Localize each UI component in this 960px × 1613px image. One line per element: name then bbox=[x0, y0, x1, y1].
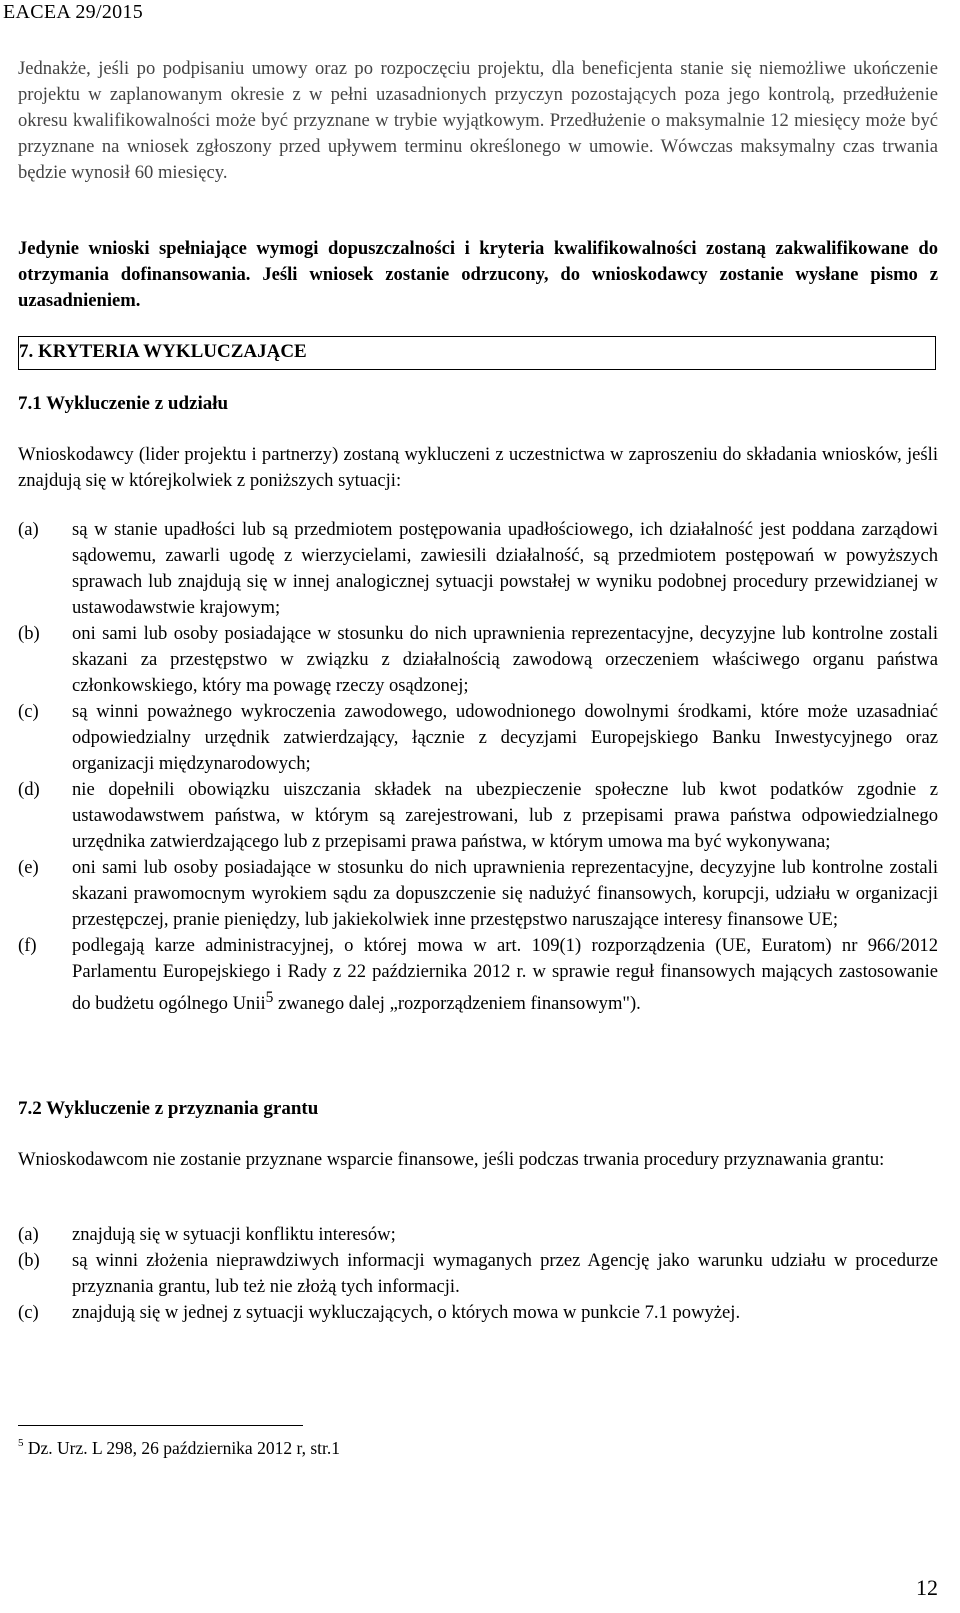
exclusion-list bbox=[18, 517, 938, 1017]
list-item bbox=[18, 1222, 938, 1248]
list-item bbox=[18, 517, 938, 621]
subsection-title-7-1: 7.1 Wykluczenie z udziału bbox=[18, 393, 229, 414]
list-item bbox=[18, 1300, 938, 1326]
list-item bbox=[18, 621, 938, 699]
list-marker: (a) bbox=[18, 519, 39, 540]
list-item bbox=[18, 699, 938, 777]
list-item bbox=[18, 855, 938, 933]
footnote-reference[interactable]: 5 bbox=[265, 989, 274, 1006]
subsection-title-7-2: 7.2 Wykluczenie z przyznania grantu bbox=[18, 1098, 319, 1119]
document-reference: EACEA 29/2015 bbox=[3, 1, 144, 23]
section-title: 7. KRYTERIA WYKLUCZAJĄCE bbox=[19, 341, 307, 362]
intro-paragraph: Jednakże, jeśli po podpisaniu umowy oraz po rozpoczęciu projektu, dla beneficjenta stanie się niemożliwe ukończenie projektu w zaplanowanym okresie z w pełni uzasadnionych przyczyn pozostających poza jego kontrolą, przedłużenie okresu kwalifikowalności może być przyznane w trybie wyjątkowym. Przedłużenie o maksymalnie 12 miesięcy może być przyznane na wniosek zgłoszony przed upływem terminu określonego w umowie. Wówczas maksymalny czas trwania będzie wynosił 60 miesięcy. bbox=[18, 58, 938, 183]
footnote-divider bbox=[18, 1425, 303, 1426]
list-item-text: nie dopełnili obowiązku uiszczania składek na ubezpieczenie społeczne lub kwot podatków zgodnie z ustawodawstwem państwa, w którym są zarejestrowani, lub z przepisami prawa państwa odpowiedzialnego urzędnika zatwierdzającego lub z przepisami prawa państwa, w którym umowa ma być wykonywana; bbox=[72, 779, 938, 852]
list-item-text: są winni poważnego wykroczenia zawodowego, udowodnionego dowolnymi środkami, które może uzasadniać odpowiedzialny urzędnik zatwierdzający, łącznie z decyzjami Europejskiego Banku Inwestycyjnego oraz organizacji międzynarodowych; bbox=[72, 701, 938, 774]
list-item bbox=[18, 933, 938, 1017]
footnote-number: 5 bbox=[18, 1437, 24, 1449]
eligibility-note: Jedynie wnioski spełniające wymogi dopuszczalności i kryteria kwalifikowalności zostaną zakwalifikowane do otrzymania dofinansowania. Jeśli wniosek zostanie odrzucony, do wnioskodawcy zostanie wysłane pismo z uzasadnieniem. bbox=[18, 238, 938, 311]
section-heading-box bbox=[18, 336, 936, 370]
list-item-text: oni sami lub osoby posiadające w stosunku do nich uprawnienia reprezentacyjne, decyzyjne lub kontrolne zostali skazani prawomocnym wyrokiem sądu za dopuszczenie się nadużyć finansowych, korupcji, udziału w organizacji przestępczej, pranie pieniędzy, lub jakiekolwiek inne przestępstwo naruszające interesy finansowe UE; bbox=[72, 857, 938, 930]
list-item-text: oni sami lub osoby posiadające w stosunku do nich uprawnienia reprezentacyjne, decyzyjne lub kontrolne zostali skazani za przestępstwo w związku z działalnością zawodową orzeczeniem właściwego organu państwa członkowskiego, który ma powagę rzeczy osądzonej; bbox=[72, 623, 938, 696]
list-marker: (b) bbox=[18, 623, 40, 644]
list-marker: (c) bbox=[18, 701, 39, 722]
list-item-text-continued: zwanego dalej „rozporządzeniem finansowym"). bbox=[273, 993, 641, 1015]
page-number: 12 bbox=[916, 1575, 938, 1600]
list-marker: (c) bbox=[18, 1302, 39, 1323]
list-marker: (b) bbox=[18, 1250, 40, 1271]
subsection-7-2-intro: Wnioskodawcom nie zostanie przyznane wsparcie finansowe, jeśli podczas trwania procedury przyznawania grantu: bbox=[18, 1149, 885, 1170]
list-item-text: znajdują się w sytuacji konfliktu interesów; bbox=[72, 1224, 396, 1245]
list-marker: (e) bbox=[18, 857, 39, 878]
list-marker: (d) bbox=[18, 779, 40, 800]
list-item-text: są w stanie upadłości lub są przedmiotem postępowania upadłościowego, ich działalność jest poddana zarządowi sądowemu, zawarli ugodę z wierzycielami, zawiesili działalność, są przedmiotem postępowań w powyższych sprawach lub znajdują się w innej analogicznej sytuacji powstałej w wyniku podobnej procedury przewidzianej w ustawodawstwie krajowym; bbox=[72, 519, 938, 618]
footnote-text: Dz. Urz. L 298, 26 października 2012 r, str.1 bbox=[23, 1438, 340, 1458]
list-item-text: podlegają karze administracyjnej, o której mowa w art. 109(1) rozporządzenia (UE, Euratom) nr 966/2012 Parlamentu Europejskiego i Rady z 22 października 2012 r. w sprawie reguł finansowych mających zastosowanie do budżetu ogólnego Unii bbox=[72, 935, 938, 1015]
subsection-7-1-intro: Wnioskodawcy (lider projektu i partnerzy) zostaną wykluczeni z uczestnictwa w zaproszeniu do składania wniosków, jeśli znajdują się w którejkolwiek z poniższych sytuacji: bbox=[18, 444, 938, 491]
list-item bbox=[18, 1248, 938, 1300]
list-item bbox=[18, 777, 938, 855]
footnote bbox=[18, 1437, 340, 1459]
list-marker: (a) bbox=[18, 1224, 39, 1245]
grant-exclusion-list bbox=[18, 1222, 938, 1326]
list-marker: (f) bbox=[18, 935, 37, 956]
list-item-text: są winni złożenia nieprawdziwych informacji wymaganych przez Agencję jako warunku udziału w procedurze przyznania grantu, lub też nie złożą tych informacji. bbox=[72, 1250, 938, 1297]
list-item-text: znajdują się w jednej z sytuacji wykluczających, o których mowa w punkcie 7.1 powyżej. bbox=[72, 1302, 741, 1323]
